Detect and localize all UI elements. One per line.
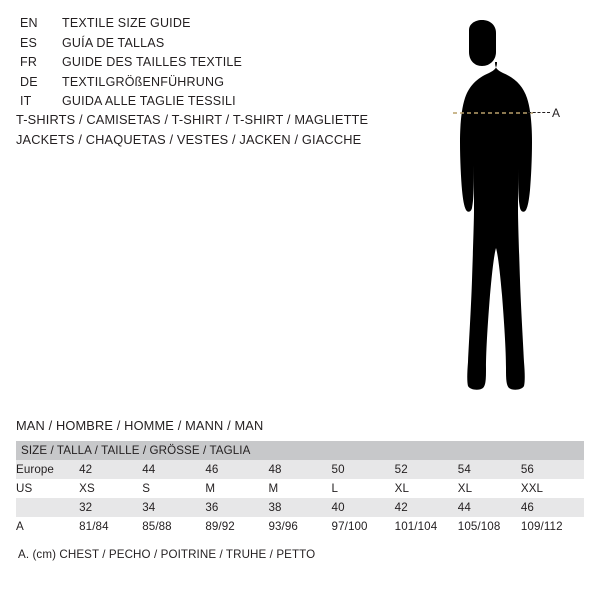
legend-language-code: FR [20, 55, 38, 70]
legend-language-code: EN [20, 16, 38, 30]
cell: 85/88 [142, 517, 205, 536]
legend-language-code: DE [20, 74, 38, 89]
cell: M [205, 479, 268, 498]
cell: XXL [521, 479, 584, 498]
garment-type-headings [16, 110, 416, 149]
cell: 52 [395, 460, 458, 479]
cell: S [142, 479, 205, 498]
row-label: Europe [16, 460, 79, 479]
cell: 44 [458, 498, 521, 517]
garment-line-jackets: JACKETS / CHAQUETAS / VESTES / JACKEN / GIACCHE [16, 131, 362, 147]
legend-row [20, 16, 380, 36]
cell: 54 [458, 460, 521, 479]
callout-label-a: A [552, 106, 561, 120]
cell: 38 [268, 498, 331, 517]
cell: 89/92 [205, 517, 268, 536]
garment-line-tshirts: T-SHIRTS / CAMISETAS / T-SHIRT / T-SHIRT / MAGLIETTE [16, 112, 369, 127]
cell: 32 [79, 498, 142, 517]
size-table-block [16, 418, 584, 536]
cell: 36 [205, 498, 268, 517]
language-legend [20, 16, 380, 114]
cell: 48 [268, 460, 331, 479]
cell: 46 [521, 498, 584, 517]
table-row [16, 517, 584, 536]
table-row [16, 498, 584, 517]
legend-row [20, 36, 380, 56]
table-header-row [16, 441, 584, 460]
cell: 50 [332, 460, 395, 479]
male-figure-illustration [405, 10, 595, 400]
legend-row [20, 75, 380, 95]
cell: L [332, 479, 395, 498]
table-row [16, 460, 584, 479]
cell: 109/112 [521, 517, 584, 536]
cell: 93/96 [268, 517, 331, 536]
legend-language-text: GUÍA DE TALLAS [62, 35, 165, 50]
row-label [16, 498, 79, 517]
row-label: A [16, 517, 79, 536]
legend-language-code: IT [20, 94, 32, 109]
footnote-chest: A. (cm) CHEST / PECHO / POITRINE / TRUHE / PETTO [18, 548, 316, 561]
cell: 105/108 [458, 517, 521, 536]
cell: 97/100 [332, 517, 395, 536]
cell: XL [458, 479, 521, 498]
table-header-label: SIZE / TALLA / TAILLE / GRÖSSE / TAGLIA [16, 441, 584, 460]
cell: 42 [395, 498, 458, 517]
legend-row [20, 55, 380, 75]
table-title-man: MAN / HOMBRE / HOMME / MANN / MAN [16, 418, 264, 433]
legend-language-text: GUIDA ALLE TAGLIE TESSILI [62, 94, 236, 109]
cell: 56 [521, 460, 584, 479]
table-row [16, 479, 584, 498]
legend-language-text: TEXTILGRÖßENFÜHRUNG [62, 74, 225, 89]
cell: 34 [142, 498, 205, 517]
legend-language-text: TEXTILE SIZE GUIDE [62, 16, 191, 30]
cell: 101/104 [395, 517, 458, 536]
legend-language-text: GUIDE DES TAILLES TEXTILE [62, 55, 243, 70]
cell: 40 [332, 498, 395, 517]
row-label: US [16, 479, 79, 498]
cell: 46 [205, 460, 268, 479]
cell: XS [79, 479, 142, 498]
size-table [16, 441, 584, 536]
callout-leader-dashes [528, 112, 550, 114]
legend-language-code: ES [20, 35, 38, 50]
cell: 44 [142, 460, 205, 479]
cell: 81/84 [79, 517, 142, 536]
cell: M [268, 479, 331, 498]
cell: XL [395, 479, 458, 498]
cell: 42 [79, 460, 142, 479]
